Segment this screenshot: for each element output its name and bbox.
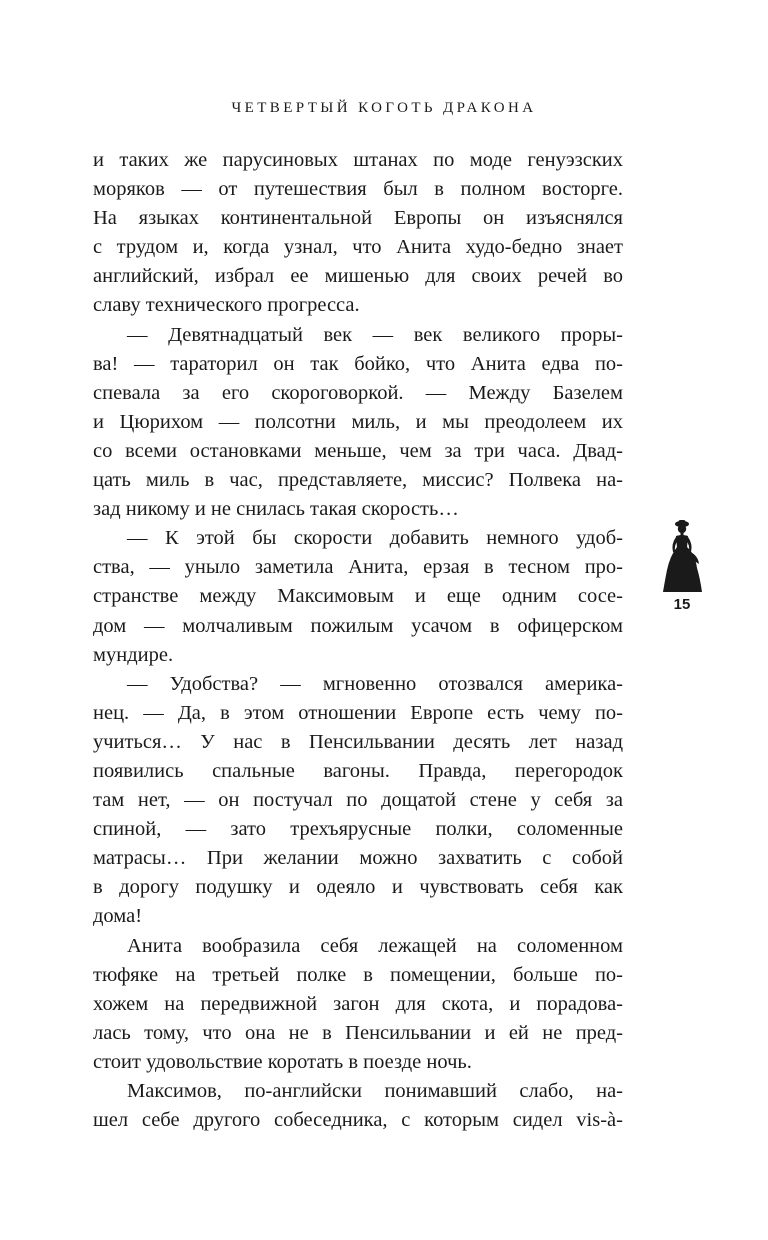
- body-text: [93, 146, 623, 1135]
- text-line: нец. — Да, в этом отношении Европе есть чему по-: [93, 701, 623, 724]
- text-line: Анита вообразила себя лежащей на соломенном: [127, 934, 623, 957]
- text-line: ства, — уныло заметила Анита, ерзая в тесном про-: [93, 556, 623, 579]
- text-line: с трудом и, когда узнал, что Анита худо-бедно знает: [93, 236, 623, 259]
- text-line: матрасы… При желании можно захватить с собой: [93, 847, 623, 870]
- text-line: цать миль в час, представляете, миссис? Полвека на-: [93, 469, 623, 492]
- paragraph: [93, 146, 623, 321]
- text-line: со всеми остановками меньше, чем за три часа. Двад-: [93, 439, 623, 462]
- text-line: — Удобства? — мгновенно отозвался америка-: [127, 672, 623, 695]
- text-line: славу технического прогресса.: [93, 294, 360, 317]
- text-line: появились спальные вагоны. Правда, перегородок: [93, 759, 623, 782]
- text-line: тюфяке на третьей полке в помещении, больше по-: [93, 963, 623, 986]
- text-line: Максимов, по-английски понимавший слабо, на-: [127, 1080, 623, 1102]
- text-line: и Цюрихом — полсотни миль, и мы преодолеем их: [93, 410, 623, 433]
- text-line: моряков — от путешествия был в полном восторге.: [93, 178, 623, 201]
- paragraph: [93, 1077, 623, 1135]
- text-line: зад никому и не снилась такая скорость…: [93, 498, 459, 521]
- paragraph: [93, 932, 623, 1077]
- text-line: дом — молчаливым пожилым усачом в офицерском: [93, 614, 623, 637]
- text-line: там нет, — он постучал по дощатой стене у себя за: [93, 789, 623, 812]
- text-line: спевала за его скороговоркой. — Между Базелем: [93, 381, 623, 404]
- paragraph: [93, 524, 623, 669]
- text-line: лась тому, что она не в Пенсильвании и ей не пред-: [93, 1021, 623, 1044]
- text-line: ва! — тараторил он так бойко, что Анита едва по-: [93, 352, 623, 375]
- text-line: в дорогу подушку и одеяло и чувствовать себя как: [93, 876, 623, 899]
- text-line: — К этой бы скорости добавить немного удоб-: [127, 527, 623, 550]
- text-line: — Девятнадцатый век — век великого проры-: [127, 323, 623, 346]
- paragraph: [93, 670, 623, 932]
- text-line: мундире.: [93, 643, 174, 666]
- text-line: На языках континентальной Европы он изъяснялся: [93, 207, 623, 230]
- paragraph: [93, 321, 623, 525]
- text-line: шел себе другого собеседника, с которым сидел vis-à-: [93, 1109, 623, 1132]
- text-line: стоит удовольствие коротать в поезде ночь.: [93, 1050, 472, 1073]
- text-line: спиной, — зато трехъярусные полки, соломенные: [93, 818, 623, 841]
- text-line: и таких же парусиновых штанах по моде генуэзских: [93, 149, 623, 171]
- text-line: дома!: [93, 905, 143, 928]
- text-line: английский, избрал ее мишенью для своих речей во: [93, 265, 623, 288]
- text-line: странстве между Максимовым и еще одним сосе-: [93, 585, 623, 608]
- text-line: учиться… У нас в Пенсильвании десять лет назад: [93, 730, 623, 753]
- lady-silhouette-icon: [660, 518, 704, 593]
- running-head: ЧЕТВЕРТЫЙ КОГОТЬ ДРАКОНА: [231, 100, 537, 116]
- text-line: хожем на передвижной загон для скота, и порадова-: [93, 992, 623, 1015]
- page-number: 15: [673, 596, 691, 613]
